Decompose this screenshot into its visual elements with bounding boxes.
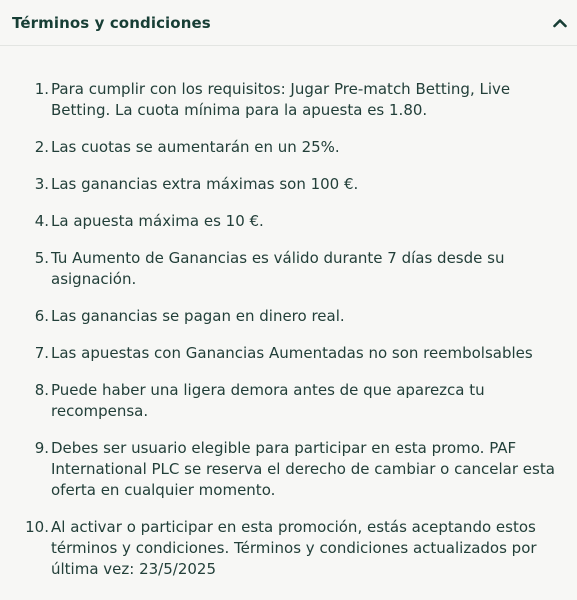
terms-list bbox=[0, 46, 577, 580]
term-item bbox=[34, 137, 565, 158]
term-number: 7. bbox=[34, 344, 49, 362]
term-text: Las cuotas se aumentarán en un 25%. bbox=[51, 138, 340, 156]
term-item bbox=[25, 517, 565, 580]
term-text: Tu Aumento de Ganancias es válido durante 7 días desde su asignación. bbox=[51, 249, 505, 288]
term-text: Para cumplir con los requisitos: Jugar Pre-match Betting, Live Betting. La cuota mínima para la apuesta es 1.80. bbox=[51, 80, 511, 119]
term-number: 6. bbox=[34, 307, 49, 325]
term-text: Debes ser usuario elegible para participar en esta promo. PAF International PLC se reserva el derecho de cambiar o cancelar esta oferta en cualquier momento. bbox=[51, 439, 555, 499]
term-text: Las ganancias se pagan en dinero real. bbox=[51, 307, 345, 325]
term-item bbox=[34, 380, 565, 422]
term-number: 9. bbox=[34, 439, 49, 457]
term-number: 8. bbox=[34, 381, 49, 399]
term-number: 10. bbox=[25, 518, 49, 536]
chevron-up-icon[interactable] bbox=[552, 15, 568, 31]
term-text: La apuesta máxima es 10 €. bbox=[51, 212, 264, 230]
term-item bbox=[34, 211, 565, 232]
term-text: Las ganancias extra máximas son 100 €. bbox=[51, 175, 359, 193]
term-text: Las apuestas con Ganancias Aumentadas no son reembolsables bbox=[51, 344, 533, 362]
term-item bbox=[34, 306, 565, 327]
term-number: 3. bbox=[34, 175, 49, 193]
term-item bbox=[34, 174, 565, 195]
term-number: 1. bbox=[34, 80, 49, 98]
term-item bbox=[34, 343, 565, 364]
term-number: 2. bbox=[34, 138, 49, 156]
term-text: Al activar o participar en esta promoción, estás aceptando estos términos y condiciones. Términos y condiciones actualizados por última vez: 23/5/2025 bbox=[51, 518, 537, 578]
term-item bbox=[34, 79, 565, 121]
term-number: 4. bbox=[34, 212, 49, 230]
accordion-title: Términos y condiciones bbox=[12, 13, 211, 32]
term-item bbox=[34, 438, 565, 501]
accordion-header[interactable] bbox=[0, 0, 577, 46]
term-item bbox=[34, 248, 565, 290]
term-text: Puede haber una ligera demora antes de que aparezca tu recompensa. bbox=[51, 381, 485, 420]
term-number: 5. bbox=[34, 249, 49, 267]
